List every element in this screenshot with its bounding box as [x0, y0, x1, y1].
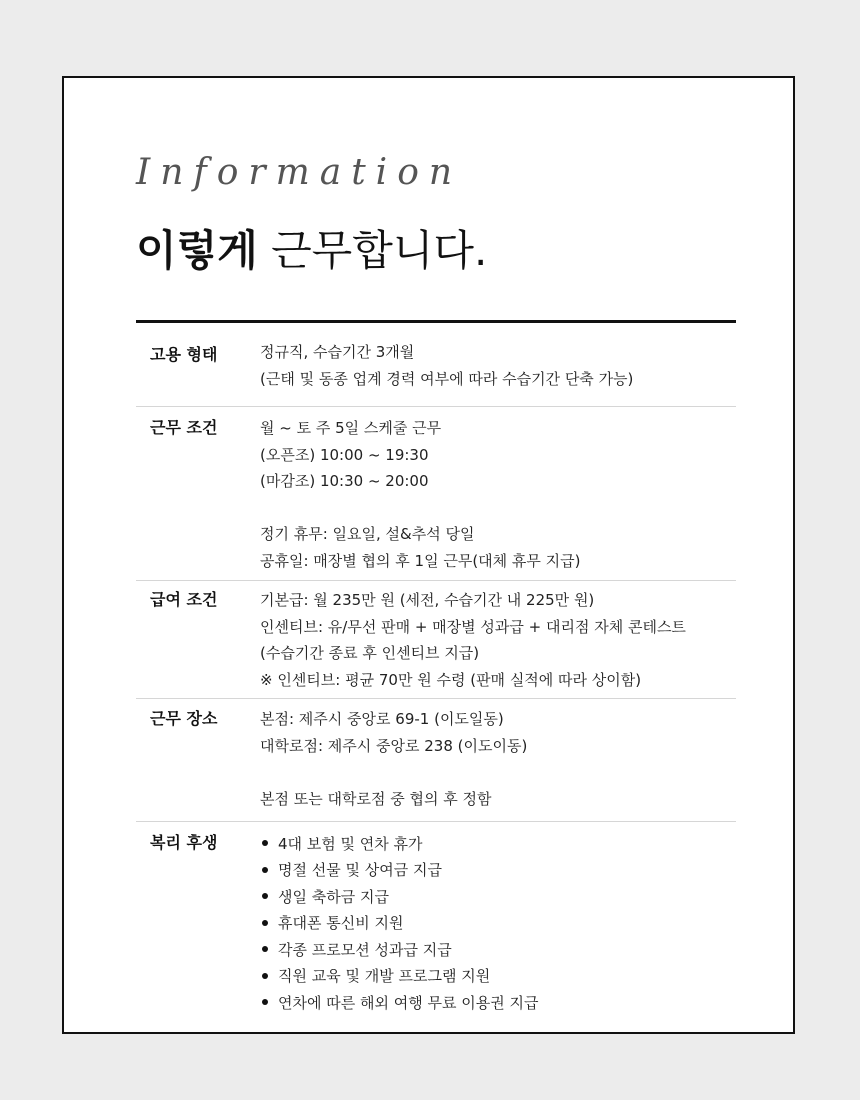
row-line: 인센티브: 유/무선 판매 + 매장별 성과급 + 대리점 자체 콘테스트: [260, 617, 686, 636]
row-line: 월 ~ 토 주 5일 스케줄 근무: [260, 419, 442, 437]
row-line: 본점: 제주시 중앙로 69-1 (이도일동): [260, 710, 504, 728]
bullet-dot-icon: [262, 946, 268, 952]
bullet-dot-icon: [262, 920, 268, 926]
row-line: 대학로점: 제주시 중앙로 238 (이도이동): [260, 736, 528, 755]
bullet-dot-icon: [262, 999, 268, 1005]
benefit-item: 각종 프로모션 성과급 지급: [260, 936, 736, 963]
page-title: [136, 223, 487, 279]
bullet-dot-icon: [262, 973, 268, 979]
benefit-item: 직원 교육 및 개발 프로그램 지원: [260, 963, 736, 990]
row-salary-conditions: [136, 581, 736, 699]
benefit-item: 명절 선물 및 상여금 지급: [260, 857, 736, 884]
row-label: 근무 조건: [150, 418, 218, 437]
row-line: 정규직, 수습기간 3개월: [260, 343, 415, 361]
row-employment-type: [136, 323, 736, 407]
info-card: [62, 76, 795, 1034]
row-line: (오픈조) 10:00 ~ 19:30: [260, 445, 429, 464]
conditions-table: [136, 323, 736, 1016]
bullet-dot-icon: [262, 840, 268, 846]
bullet-dot-icon: [262, 893, 268, 899]
row-line: ※ 인센티브: 평균 70만 원 수령 (판매 실적에 따라 상이함): [260, 670, 642, 689]
row-work-conditions: [136, 407, 736, 581]
row-line: (수습기간 종료 후 인센티브 지급): [260, 644, 480, 662]
row-label: 급여 조건: [150, 590, 218, 609]
script-title: Information: [136, 152, 463, 193]
row-label: 고용 형태: [150, 345, 218, 364]
benefit-item: 4대 보험 및 연차 휴가: [260, 830, 736, 857]
row-spacer: [260, 495, 736, 522]
page-title-rest: 근무합니다.: [271, 226, 488, 275]
bullet-dot-icon: [262, 867, 268, 873]
page-title-bold: 이렇게: [136, 226, 258, 275]
row-line: 공휴일: 매장별 협의 후 1일 근무(대체 휴무 지급): [260, 551, 581, 570]
row-label: 복리 후생: [150, 833, 218, 852]
row-line: (근태 및 동종 업계 경력 여부에 따라 수습기간 단축 가능): [260, 369, 634, 388]
row-benefits: [136, 822, 736, 1016]
row-label: 근무 장소: [150, 709, 218, 728]
row-work-location: [136, 699, 736, 822]
row-line: 기본급: 월 235만 원 (세전, 수습기간 내 225만 원): [260, 591, 595, 609]
benefit-item: 생일 축하금 지급: [260, 883, 736, 910]
row-line: 본점 또는 대학로점 중 협의 후 정함: [260, 789, 492, 808]
benefit-item: 휴대폰 통신비 지원: [260, 910, 736, 937]
row-spacer: [260, 759, 736, 786]
row-line: (마감조) 10:30 ~ 20:00: [260, 472, 429, 490]
row-line: 정기 휴무: 일요일, 설&추석 당일: [260, 525, 475, 543]
benefit-item: 연차에 따른 해외 여행 무료 이용권 지급: [260, 989, 736, 1016]
